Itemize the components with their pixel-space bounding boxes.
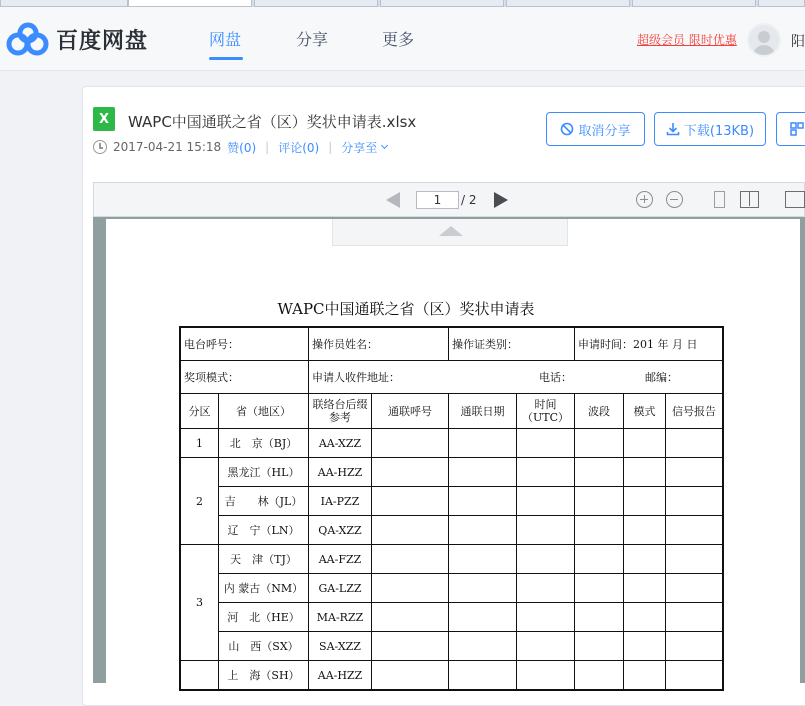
more-actions-button[interactable] — [776, 112, 805, 146]
col-header-zone: 分区 — [181, 394, 219, 429]
collapse-toolbar-handle[interactable] — [332, 219, 568, 246]
logo-text: 百度网盘 — [56, 28, 149, 54]
upload-date: 2017-04-21 15:18 — [113, 140, 222, 154]
form-row-award — [181, 361, 723, 394]
fullscreen-icon[interactable] — [785, 191, 805, 208]
cancel-share-label: 取消分享 — [578, 123, 631, 139]
baidu-netdisk-logo[interactable] — [6, 21, 148, 57]
form-label-award-mode: 奖项模式： — [181, 361, 309, 394]
nav-active-indicator — [209, 57, 243, 60]
province-cell: 内 蒙古（NM） — [219, 574, 309, 603]
separator: | — [265, 140, 270, 154]
single-page-view-icon[interactable] — [714, 191, 725, 208]
browser-tab-strip — [0, 0, 805, 7]
share-to-link[interactable]: 分享至 — [341, 140, 378, 155]
province-cell: 黑龙江（HL） — [219, 458, 309, 487]
zone-cell: 1 — [181, 429, 219, 458]
page-number-input[interactable]: 1 — [416, 191, 459, 209]
province-cell: 辽 宁（LN） — [219, 516, 309, 545]
download-icon — [666, 122, 680, 136]
nav-more[interactable]: 更多 — [382, 30, 415, 49]
table-row — [181, 429, 723, 458]
download-label: 下载(13KB) — [683, 123, 755, 139]
province-cell: 上 海（SH） — [219, 661, 309, 690]
form-label-callsign: 电台呼号： — [181, 328, 309, 361]
table-row — [181, 487, 723, 516]
separator: | — [328, 140, 333, 154]
form-label-operator: 操作员姓名： — [309, 328, 449, 361]
col-header-suffix: 联络台后缀参考 — [309, 394, 372, 429]
col-header-mode: 模式 — [624, 394, 666, 429]
table-row — [181, 458, 723, 487]
col-header-province: 省（地区） — [219, 394, 309, 429]
suffix-cell: QA-XZZ — [309, 516, 372, 545]
browser-tab[interactable] — [254, 0, 378, 7]
zoom-out-icon[interactable] — [666, 191, 683, 208]
province-cell: 山 西（SX） — [219, 632, 309, 661]
suffix-cell: GA-LZZ — [309, 574, 372, 603]
two-page-view-icon[interactable] — [740, 191, 759, 208]
province-cell: 天 津（TJ） — [219, 545, 309, 574]
col-header-date: 通联日期 — [449, 394, 517, 429]
form-label-address — [309, 361, 723, 394]
suffix-cell: AA-HZZ — [309, 458, 372, 487]
application-form-table — [180, 327, 723, 690]
top-header — [0, 7, 805, 71]
file-name: WAPC中国通联之省（区）奖状申请表.xlsx — [128, 113, 417, 131]
file-meta — [93, 139, 387, 155]
nav-share[interactable]: 分享 — [296, 30, 329, 49]
chevron-down-icon — [381, 141, 388, 148]
address-label: 申请人收件地址： — [312, 371, 400, 384]
province-cell: 北 京（BJ） — [219, 429, 309, 458]
document-title: WAPC中国通联之省（区）奖状申请表 — [277, 300, 535, 318]
nav-netdisk[interactable]: 网盘 — [209, 30, 242, 49]
clock-icon — [93, 140, 107, 154]
browser-tab[interactable] — [0, 0, 128, 7]
table-row — [181, 603, 723, 632]
phone-label: 电话： — [539, 371, 572, 384]
suffix-cell: AA-HZZ — [309, 661, 372, 690]
excel-file-icon: X — [93, 107, 115, 131]
browser-tab[interactable] — [632, 0, 756, 7]
col-header-callsign: 通联呼号 — [372, 394, 449, 429]
suffix-cell: IA-PZZ — [309, 487, 372, 516]
grid-icon — [790, 122, 804, 136]
page-total: / 2 — [461, 193, 477, 207]
col-header-band: 波段 — [575, 394, 624, 429]
table-row — [181, 574, 723, 603]
zone-cell: 2 — [181, 458, 219, 545]
suffix-cell: MA-RZZ — [309, 603, 372, 632]
suffix-cell: SA-XZZ — [309, 632, 372, 661]
suffix-cell: AA-XZZ — [309, 429, 372, 458]
form-label-apply-date: 申请时间：201 年 月 日 — [575, 328, 723, 361]
col-header-signal: 信号报告 — [666, 394, 723, 429]
zoom-in-icon[interactable] — [636, 191, 653, 208]
table-header-row — [181, 394, 723, 429]
table-row — [181, 632, 723, 661]
like-link[interactable]: 赞(0) — [227, 140, 257, 155]
user-avatar[interactable] — [747, 23, 781, 57]
cancel-icon — [560, 122, 574, 136]
table-row — [181, 545, 723, 574]
user-name[interactable]: 阳 — [791, 34, 805, 50]
comment-link[interactable]: 评论(0) — [278, 140, 320, 155]
browser-tab[interactable] — [758, 0, 805, 7]
vip-promo-link[interactable]: 超级会员 限时优惠 — [637, 33, 737, 47]
browser-tab[interactable] — [380, 0, 504, 7]
zone-cell — [181, 661, 219, 690]
suffix-cell: AA-FZZ — [309, 545, 372, 574]
form-label-license-class: 操作证类别： — [449, 328, 575, 361]
browser-tab[interactable] — [506, 0, 630, 7]
table-row — [181, 661, 723, 690]
browser-tab-active[interactable] — [128, 0, 252, 7]
previous-page-icon[interactable] — [386, 192, 400, 208]
province-cell: 吉 林（JL） — [219, 487, 309, 516]
next-page-icon[interactable] — [494, 192, 508, 208]
zone-cell: 3 — [181, 545, 219, 661]
form-row-callsign — [181, 328, 723, 361]
province-cell: 河 北（HE） — [219, 603, 309, 632]
col-header-time: 时间（UTC） — [517, 394, 575, 429]
cancel-share-button[interactable] — [546, 112, 645, 146]
download-button[interactable] — [654, 112, 766, 146]
postcode-label: 邮编： — [645, 371, 678, 384]
table-row — [181, 516, 723, 545]
cloud-logo-icon — [6, 22, 50, 56]
